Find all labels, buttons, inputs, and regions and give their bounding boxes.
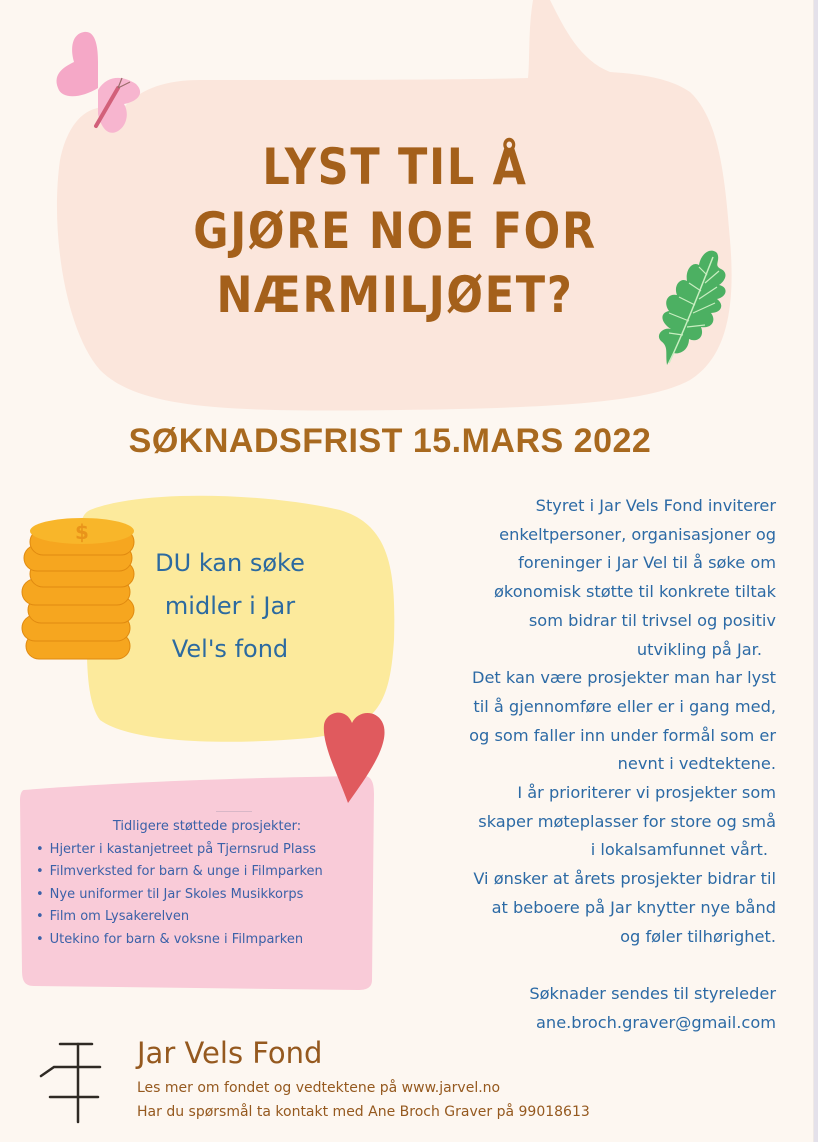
body-line: enkeltpersoner, organisasjoner og bbox=[499, 524, 776, 544]
body-line: I år prioriterer vi prosjekter som bbox=[517, 783, 776, 803]
list-item: • Film om Lysakerelven bbox=[36, 906, 381, 929]
previous-projects bbox=[36, 816, 381, 951]
callout-line-1: DU kan søke bbox=[155, 549, 305, 577]
list-item: • Hjerter i kastanjetreet på Tjernsrud Plass bbox=[36, 839, 381, 862]
divider bbox=[216, 811, 252, 812]
application-deadline: SØKNADSFRIST 15.MARS 2022 bbox=[128, 422, 652, 460]
body-line: som bidrar til trivsel og positiv bbox=[528, 610, 776, 630]
body-line: foreninger i Jar Vel til å søke om bbox=[518, 553, 776, 573]
footer-title: Jar Vels Fond bbox=[137, 1036, 323, 1070]
headline-line-1: LYST TIL Å bbox=[262, 138, 528, 196]
contact-email[interactable]: ane.broch.graver@gmail.com bbox=[536, 1012, 776, 1032]
body-line: i lokalsamfunnet vårt. bbox=[590, 840, 768, 860]
jar-vel-logo-icon bbox=[38, 1040, 104, 1126]
footer-info-line: Les mer om fondet og vedtektene på www.jarvel.no bbox=[137, 1080, 501, 1096]
list-item: • Nye uniformer til Jar Skoles Musikkorps bbox=[36, 884, 381, 907]
invitation-text bbox=[400, 492, 776, 1037]
body-line: nevnt i vedtektene. bbox=[617, 754, 776, 774]
body-line: at beboere på Jar knytter nye bånd bbox=[491, 897, 776, 917]
body-line: og føler tilhørighet. bbox=[620, 926, 776, 946]
body-line: til å gjennomføre eller er i gang med, bbox=[473, 696, 776, 716]
headline-line-2: GJØRE NOE FOR bbox=[193, 202, 597, 260]
body-line: Styret i Jar Vels Fond inviterer bbox=[535, 496, 776, 515]
heart-icon bbox=[318, 705, 390, 805]
footer-contact-line: Har du spørsmål ta kontakt med Ane Broch Graver på 99018613 bbox=[137, 1104, 590, 1120]
list-item: • Filmverksted for barn & unge i Filmparken bbox=[36, 861, 381, 884]
contact-instruction: Søknader sendes til styreleder bbox=[529, 983, 776, 1003]
butterfly-icon bbox=[52, 28, 144, 140]
body-line: skaper møteplasser for store og små bbox=[478, 811, 776, 831]
callout-line-2: midler i Jar bbox=[164, 592, 296, 620]
callout-text bbox=[135, 542, 325, 671]
body-line: utvikling på Jar. bbox=[636, 639, 762, 659]
headline-line-3: NÆRMILJØET? bbox=[216, 266, 574, 324]
coin-stack-icon bbox=[18, 515, 140, 665]
list-item: • Utekino for barn & voksne i Filmparken bbox=[36, 929, 381, 952]
headline bbox=[193, 135, 597, 327]
body-line: økonomisk støtte til konkrete tiltak bbox=[494, 582, 776, 602]
callout-line-3: Vel's fond bbox=[171, 635, 289, 663]
body-line: Det kan være prosjekter man har lyst bbox=[472, 668, 776, 688]
previous-projects-title: Tidligere støttede prosjekter: bbox=[112, 819, 302, 834]
body-line: Vi ønsker at årets prosjekter bidrar til bbox=[473, 869, 776, 889]
svg-text:$: $ bbox=[75, 520, 89, 544]
leaf-icon bbox=[655, 243, 733, 368]
body-line: og som faller inn under formål som er bbox=[469, 725, 776, 745]
